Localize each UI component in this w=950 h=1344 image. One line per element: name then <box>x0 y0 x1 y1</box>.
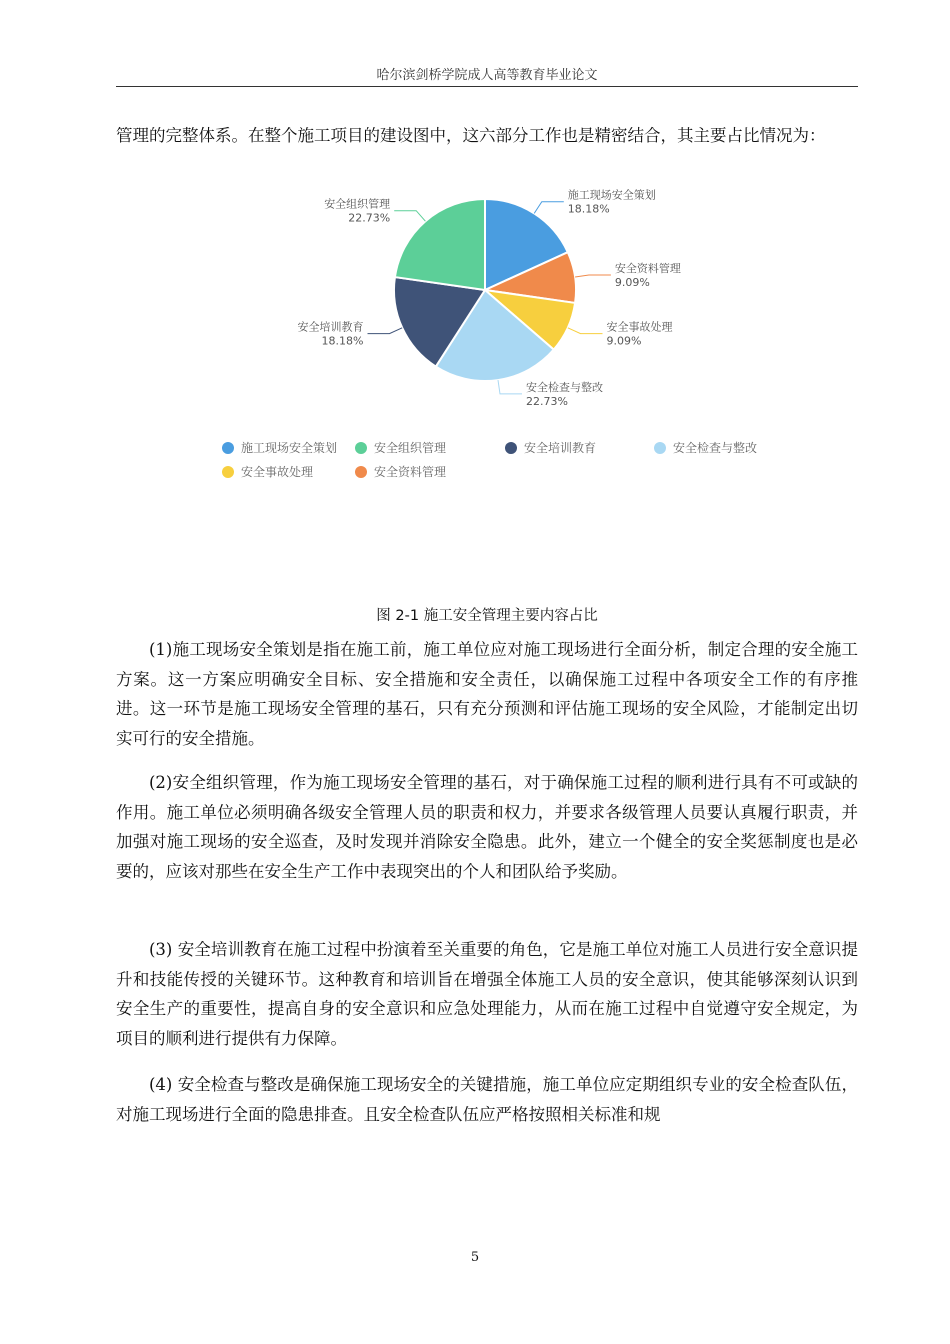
legend-swatch-3 <box>654 442 666 454</box>
legend-label-2: 安全培训教育 <box>524 441 597 455</box>
intro-paragraph: 管理的完整体系。在整个施工项目的建设图中，这六部分工作也是精密结合，其主要占比情况为： <box>116 126 826 145</box>
pie-chart <box>148 176 822 518</box>
figure-caption: 图 2-1 施工安全管理主要内容占比 <box>376 608 598 624</box>
pie-leader-line-0 <box>534 202 564 214</box>
pie-slice-5 <box>395 199 485 290</box>
legend-swatch-5 <box>355 466 367 478</box>
pie-leader-line-3 <box>498 380 522 394</box>
pie-leader-line-5 <box>394 211 425 222</box>
paragraph-1: (1)施工现场安全策划是指在施工前，施工单位应对施工现场进行全面分析，制定合理的安全施工方案。这一方案应明确安全目标、安全措施和安全责任，以确保施工过程中各项安全工作的有序推进。这一环节是施工现场安全管理的基石，只有充分预测和评估施工现场的安全风险，才能制定出切实可行的安全措施。 <box>116 640 858 748</box>
pie-label-value-5: 22.73% <box>348 211 391 225</box>
pie-label-value-2: 9.09% <box>606 334 642 348</box>
legend-swatch-2 <box>505 442 517 454</box>
pie-label-value-3: 22.73% <box>526 394 568 408</box>
running-header: 哈尔滨剑桥学院成人高等教育毕业论文 <box>376 68 598 83</box>
pie-leader-line-2 <box>568 328 603 334</box>
legend-label-1: 安全组织管理 <box>374 441 447 455</box>
legend-swatch-1 <box>355 442 367 454</box>
legend-label-4: 安全事故处理 <box>241 465 314 479</box>
pie-label-name-3: 安全检查与整改 <box>526 380 603 394</box>
legend-label-5: 安全资料管理 <box>374 465 447 479</box>
legend-label-0: 施工现场安全策划 <box>241 441 338 455</box>
paragraph-4: (4) 安全检查与整改是确保施工现场安全的关键措施，施工单位应定期组织专业的安全检查队伍，对施工现场进行全面的隐患排查。且安全检查队伍应严格按照相关标准和规 <box>116 1075 858 1124</box>
pie-label-name-5: 安全组织管理 <box>324 197 391 211</box>
pie-label-name-4: 安全培训教育 <box>297 320 364 334</box>
legend-swatch-4 <box>222 466 234 478</box>
legend-label-3: 安全检查与整改 <box>673 441 758 455</box>
page-number: 5 <box>470 1250 480 1265</box>
pie-label-value-1: 9.09% <box>614 276 650 289</box>
pie-label-name-1: 安全资料管理 <box>614 262 681 275</box>
paragraph-2: (2)安全组织管理，作为施工现场安全管理的基石，对于确保施工过程的顺利进行具有不可或缺的作用。施工单位必须明确各级安全管理人员的职责和权力，并要求各级管理人员要认真履行职责，并加强对施工现场的安全巡查，及时发现并消除安全隐患。此外，建立一个健全的安全奖惩制度也是必要的，应该对那些在安全生产工作中表现突出的个人和团队给予奖励。 <box>116 773 858 881</box>
pie-label-value-4: 18.18% <box>321 334 364 348</box>
pie-leader-line-4 <box>368 328 403 334</box>
pie-label-name-2: 安全事故处理 <box>606 320 673 334</box>
legend-swatch-0 <box>222 442 234 454</box>
paragraph-3: (3) 安全培训教育在施工过程中扮演着至关重要的角色，它是施工单位对施工人员进行安全意识提升和技能传授的关键环节。这种教育和培训旨在增强全体施工人员的安全意识，使其能够深刻认识到安全生产的重要性，提高自身的安全意识和应急处理能力，从而在施工过程中自觉遵守安全规定，为项目的顺利进行提供有力保障。 <box>116 940 858 1048</box>
pie-leader-line-1 <box>575 275 611 277</box>
pie-label-name-0: 施工现场安全策划 <box>567 188 656 202</box>
pie-label-value-0: 18.18% <box>567 202 610 216</box>
pie-chart-figure <box>148 176 822 518</box>
header-rule <box>116 86 858 87</box>
